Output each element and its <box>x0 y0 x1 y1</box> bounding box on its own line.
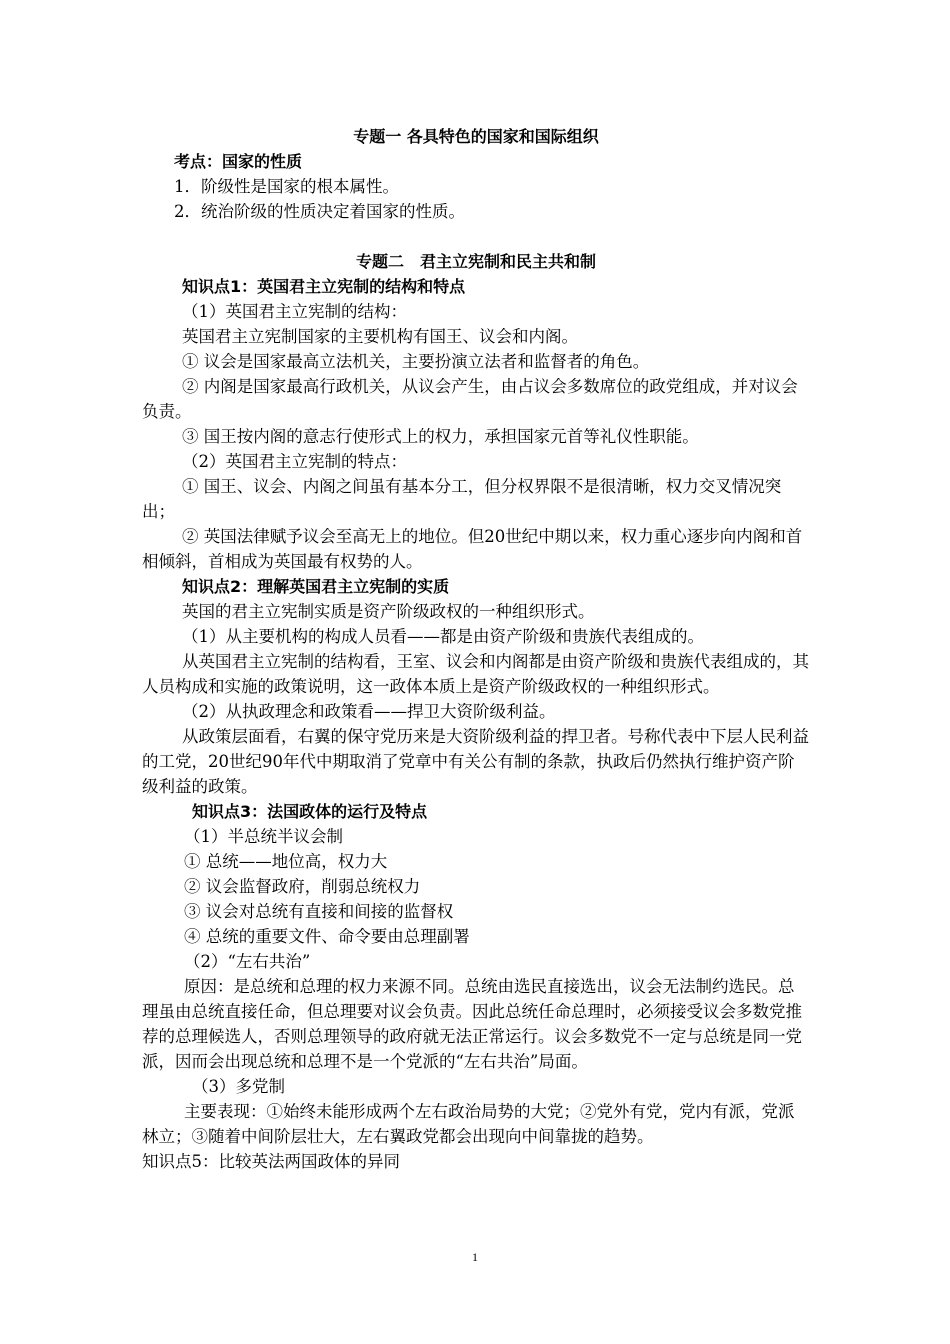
kp1-structure-3: ③ 国王按内阁的意志行使形式上的权力，承担国家元首等礼仪性职能。 <box>182 427 699 446</box>
kp1-feature-2: ② 英国法律赋予议会至高无上的地位。但20世纪中期以来，权力重心逐步向内阁和首相倾斜，首相成为英国最有权势的人。 <box>142 527 803 571</box>
kp3-performance: 主要表现：①始终未能形成两个左右政治局势的大党；②党外有党，党内有派，党派林立；③随着中间阶层壮大，左右翼政党都会出现向中间靠拢的趋势。 <box>142 1102 795 1146</box>
kp3-heading: 知识点3：法国政体的运行及特点 <box>192 802 428 821</box>
kp3-sub3: （3）多党制 <box>192 1077 285 1096</box>
kp2-point2-text: 从政策层面看，右翼的保守党历来是大资阶级利益的捍卫者。号称代表中下层人民利益的工党，20世纪90年代中期取消了党章中有关公有制的条款，执政后仍然执行维护资产阶级利益的政策。 <box>142 727 809 796</box>
kp1-heading: 知识点1：英国君主立宪制的结构和特点 <box>182 277 466 296</box>
kp2-point2-label: （2）从执政理念和政策看——捍卫大资阶级利益。 <box>182 702 556 721</box>
kp1-structure-1: ① 议会是国家最高立法机关，主要扮演立法者和监督者的角色。 <box>182 352 650 371</box>
kp3-item-3: ③ 议会对总统有直接和间接的监督权 <box>184 902 454 921</box>
kp3-item-2: ② 议会监督政府，削弱总统权力 <box>184 877 421 896</box>
kp3-item-4: ④ 总统的重要文件、命令要由总理副署 <box>184 927 470 946</box>
topic2-title: 专题二 君主立宪制和民主共和制 <box>355 252 596 271</box>
kp3-reason: 原因：是总统和总理的权力来源不同。总统由选民直接选出，议会无法制约选民。总理虽由总统直接任命，但总理要对议会负责。因此总统任命总理时，必须接受议会多数党推荐的总理候选人，否则总理领导的政府就无法正常运行。议会多数党不一定与总统是同一党派，因而会出现总统和总理不是一个党派的“左右共治”局面。 <box>142 977 802 1071</box>
kp2-heading: 知识点2：理解英国君主立宪制的实质 <box>182 577 450 596</box>
kp3-item-1: ① 总统——地位高，权力大 <box>184 852 388 871</box>
page-number: 1 <box>472 1250 478 1264</box>
document-body <box>142 124 810 1174</box>
kp2-point1-text: 从英国君主立宪制的结构看，王室、议会和内阁都是由资产阶级和贵族代表组成的，其人员构成和实施的政策说明，这一政体本质上是资产阶级政权的一种组织形式。 <box>142 652 809 696</box>
kp3-sub1: （1）半总统半议会制 <box>184 827 343 846</box>
kp3-sub2: （2）“左右共治” <box>184 952 311 971</box>
kp2-point1-label: （1）从主要机构的构成人员看——都是由资产阶级和贵族代表组成的。 <box>182 627 704 646</box>
topic1-item-2: 2．统治阶级的性质决定着国家的性质。 <box>174 202 465 221</box>
kp1-feature-1: ① 国王、议会、内阁之间虽有基本分工，但分权界限不是很清晰，权力交叉情况突出； <box>142 477 782 521</box>
topic1-heading: 考点：国家的性质 <box>174 152 303 171</box>
kp1-structure-2: ② 内阁是国家最高行政机关，从议会产生，由占议会多数席位的政党组成，并对议会负责。 <box>142 377 798 421</box>
section-gap <box>142 224 810 249</box>
kp1-features-label: （2）英国君主立宪制的特点： <box>182 452 407 471</box>
kp2-intro: 英国的君主立宪制实质是资产阶级政权的一种组织形式。 <box>182 602 595 621</box>
kp1-structure-intro: 英国君主立宪制国家的主要机构有国王、议会和内阁。 <box>182 327 578 346</box>
kp5-heading: 知识点5：比较英法两国政体的异同 <box>142 1152 400 1171</box>
kp1-structure-label: （1）英国君主立宪制的结构： <box>182 302 407 321</box>
topic1-title: 专题一 各具特色的国家和国际组织 <box>353 127 599 146</box>
topic1-item-1: 1．阶级性是国家的根本属性。 <box>174 177 399 196</box>
